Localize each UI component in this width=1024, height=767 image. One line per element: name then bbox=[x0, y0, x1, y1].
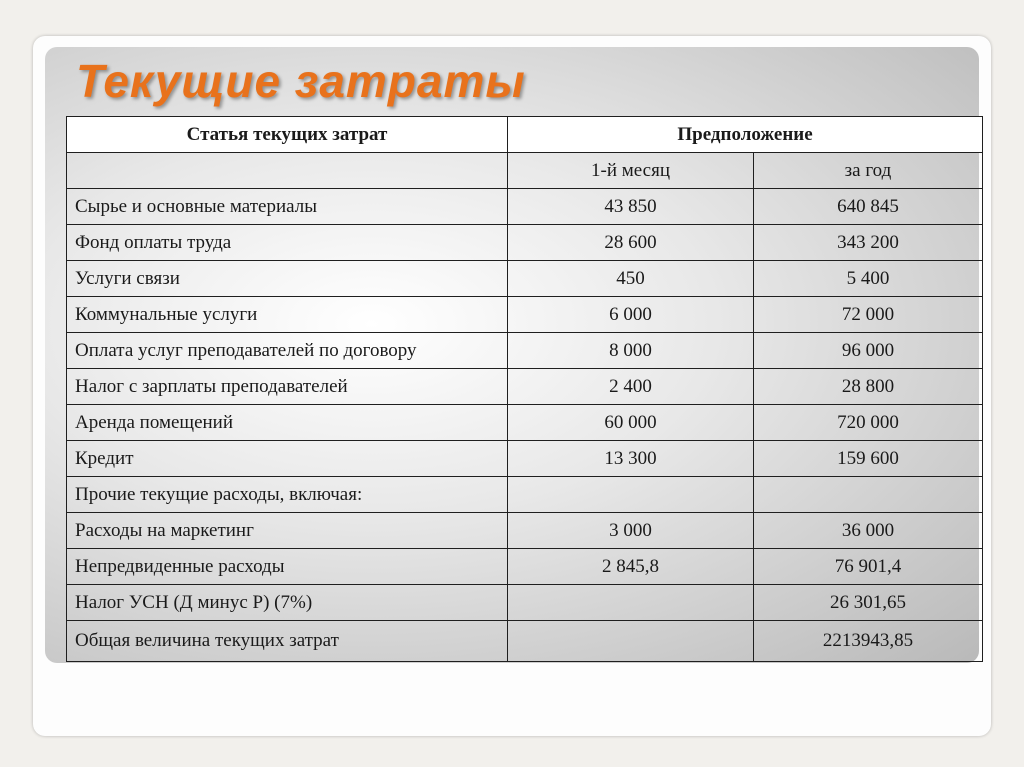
table-row bbox=[67, 441, 983, 477]
row-year bbox=[753, 477, 982, 513]
row-month1: 13 300 bbox=[508, 441, 754, 477]
row-year: 76 901,4 bbox=[753, 549, 982, 585]
row-name: Оплата услуг преподавателей по договору bbox=[67, 333, 508, 369]
row-month1 bbox=[508, 621, 754, 662]
table-row bbox=[67, 189, 983, 225]
costs-table bbox=[66, 116, 983, 662]
row-year: 2213943,85 bbox=[753, 621, 982, 662]
row-name: Прочие текущие расходы, включая: bbox=[67, 477, 508, 513]
row-month1: 43 850 bbox=[508, 189, 754, 225]
row-year: 26 301,65 bbox=[753, 585, 982, 621]
row-name: Кредит bbox=[67, 441, 508, 477]
row-year: 5 400 bbox=[753, 261, 982, 297]
row-month1: 450 bbox=[508, 261, 754, 297]
table-subheader-row bbox=[67, 153, 983, 189]
table-row bbox=[67, 333, 983, 369]
row-name: Услуги связи bbox=[67, 261, 508, 297]
row-year: 36 000 bbox=[753, 513, 982, 549]
row-name: Налог УСН (Д минус Р) (7%) bbox=[67, 585, 508, 621]
row-year: 343 200 bbox=[753, 225, 982, 261]
row-month1: 8 000 bbox=[508, 333, 754, 369]
row-month1: 2 400 bbox=[508, 369, 754, 405]
row-month1: 6 000 bbox=[508, 297, 754, 333]
row-name: Налог с зарплаты преподавателей bbox=[67, 369, 508, 405]
slide-title: Текущие затраты bbox=[76, 55, 526, 107]
row-month1: 3 000 bbox=[508, 513, 754, 549]
row-name: Непредвиденные расходы bbox=[67, 549, 508, 585]
row-year: 640 845 bbox=[753, 189, 982, 225]
row-name: Расходы на маркетинг bbox=[67, 513, 508, 549]
row-name: Аренда помещений bbox=[67, 405, 508, 441]
header-month1: 1-й месяц bbox=[508, 153, 754, 189]
header-item: Статья текущих затрат bbox=[67, 117, 508, 153]
row-month1: 60 000 bbox=[508, 405, 754, 441]
row-name: Сырье и основные материалы bbox=[67, 189, 508, 225]
table-row bbox=[67, 261, 983, 297]
row-year: 159 600 bbox=[753, 441, 982, 477]
row-year: 72 000 bbox=[753, 297, 982, 333]
table-row-total bbox=[67, 621, 983, 662]
table-row bbox=[67, 225, 983, 261]
table-header-row bbox=[67, 117, 983, 153]
row-month1: 28 600 bbox=[508, 225, 754, 261]
row-year: 720 000 bbox=[753, 405, 982, 441]
header-year: за год bbox=[753, 153, 982, 189]
table-row bbox=[67, 513, 983, 549]
row-year: 96 000 bbox=[753, 333, 982, 369]
header-assumption: Предположение bbox=[508, 117, 983, 153]
row-month1 bbox=[508, 585, 754, 621]
row-year: 28 800 bbox=[753, 369, 982, 405]
subheader-empty bbox=[67, 153, 508, 189]
table-row bbox=[67, 405, 983, 441]
row-name: Фонд оплаты труда bbox=[67, 225, 508, 261]
row-month1: 2 845,8 bbox=[508, 549, 754, 585]
table-row bbox=[67, 477, 983, 513]
table-row bbox=[67, 297, 983, 333]
table-row bbox=[67, 549, 983, 585]
row-name: Коммунальные услуги bbox=[67, 297, 508, 333]
table-row bbox=[67, 585, 983, 621]
row-month1 bbox=[508, 477, 754, 513]
row-name: Общая величина текущих затрат bbox=[67, 621, 508, 662]
table-row bbox=[67, 369, 983, 405]
